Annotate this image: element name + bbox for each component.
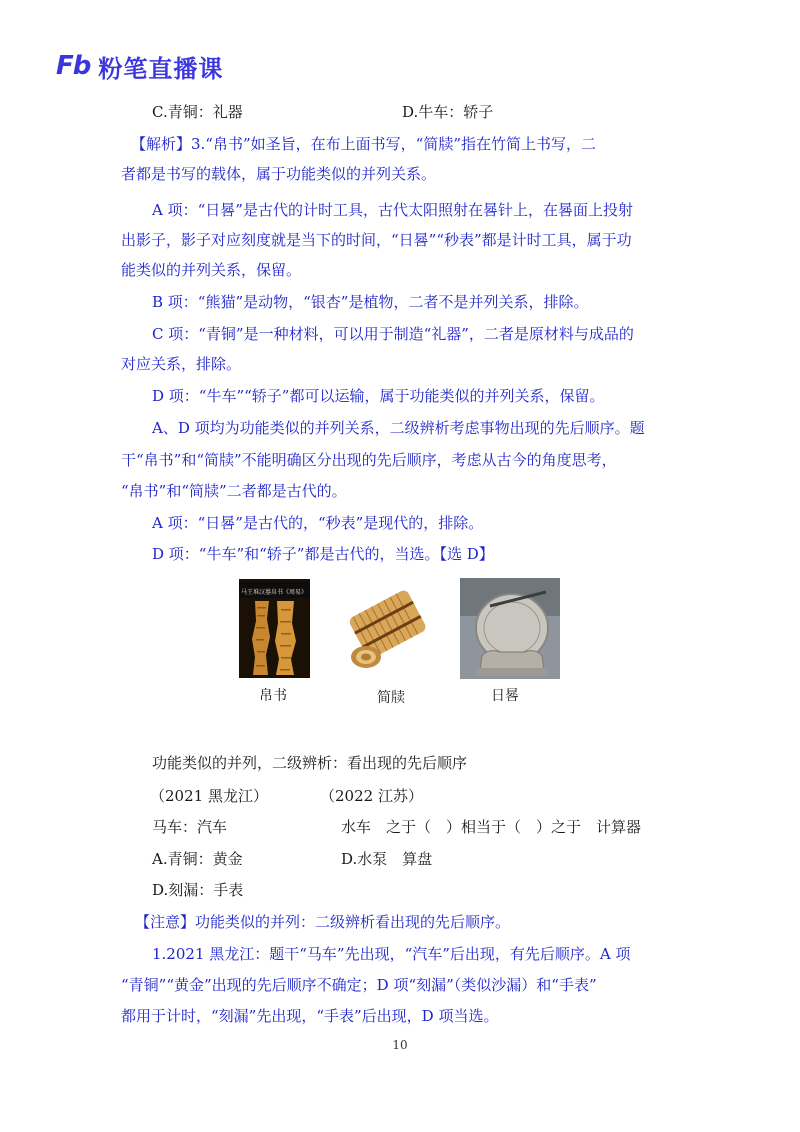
analysis-line: A 项：“日晷”是古代的计时工具，古代太阳照射在晷针上，在晷面上投射 — [152, 201, 633, 219]
analysis-line: 干“帛书”和“简牍”不能明确区分出现的先后顺序，考虑从古今的角度思考， — [121, 451, 617, 469]
analysis-line: A、D 项均为功能类似的并列关系，二级辨析考虑事物出现的先后顺序。题 — [152, 419, 645, 437]
option-a: A.青铜：黄金 — [152, 850, 243, 868]
section-heading: 功能类似的并列，二级辨析：看出现的先后顺序 — [152, 754, 468, 772]
brand-logo — [56, 48, 223, 84]
analysis-line: 者都是书写的载体，属于功能类似的并列关系。 — [121, 165, 437, 183]
note-line: 1.2021 黑龙江：题干“马车”先出现，“汽车”后出现，有先后顺序。A 项 — [152, 945, 631, 963]
note-line: 【注意】功能类似的并列：二级辨析看出现的先后顺序。 — [135, 913, 511, 931]
analysis-line: 出影子，影子对应刻度就是当下的时间，“日晷”“秒表”都是计时工具，属于功 — [121, 231, 632, 249]
source-2021: （2021 黑龙江） — [150, 787, 268, 805]
analysis-line: B 项：“熊猫”是动物，“银杏”是植物，二者不是并列关系，排除。 — [152, 293, 589, 311]
analysis-line: D 项：“牛车”“轿子”都可以运输，属于功能类似的并列关系，保留。 — [152, 387, 605, 405]
analysis-line: C 项：“青铜”是一种材料，可以用于制造“礼器”，二者是原材料与成品的 — [152, 325, 634, 343]
sundial-caption: 日晷 — [491, 688, 519, 704]
logo-mark: Fb — [56, 51, 91, 81]
analysis-line: 【解析】3.“帛书”如圣旨，在布上面书写，“简牍”指在竹简上书写，二 — [131, 135, 596, 153]
analysis-line: A 项：“日晷”是古代的，“秒表”是现代的，排除。 — [152, 514, 484, 532]
question1-stem: 马车：汽车 — [152, 818, 228, 836]
silk-banner-text: 马王堆汉墓帛书《周易》 — [240, 589, 308, 596]
silk-caption: 帛书 — [259, 688, 287, 704]
note-line: 都用于计时，“刻漏”先出现，“手表”后出现，D 项当选。 — [121, 1007, 499, 1025]
logo-text: 粉笔直播课 — [98, 54, 224, 83]
option-d: D.牛车：轿子 — [402, 103, 494, 121]
analysis-line: 对应关系，排除。 — [121, 355, 242, 373]
option-c: C.青铜：礼器 — [152, 103, 243, 121]
bamboo-slips-image — [344, 581, 437, 680]
analysis-line: 能类似的并列关系，保留。 — [121, 261, 302, 279]
note-line: “青铜”“黄金”出现的先后顺序不确定；D 项“刻漏”（类似沙漏）和“手表” — [121, 976, 597, 994]
silk-manuscript-image — [239, 579, 310, 678]
option-d-q1: D.刻漏：手表 — [152, 881, 244, 899]
sundial-image — [460, 578, 560, 679]
bamboo-caption: 简牍 — [377, 690, 405, 706]
analysis-line: D 项：“牛车”和“轿子”都是古代的，当选。【选 D】 — [152, 545, 494, 563]
page-number: 10 — [392, 1038, 408, 1052]
option-d-q2: D.水泵 算盘 — [341, 850, 433, 868]
question2-stem: 水车 之于（ ）相当于（ ）之于 计算器 — [341, 818, 642, 836]
analysis-line: “帛书”和“简牍”二者都是古代的。 — [121, 482, 347, 500]
source-2022: （2022 江苏） — [320, 787, 423, 805]
